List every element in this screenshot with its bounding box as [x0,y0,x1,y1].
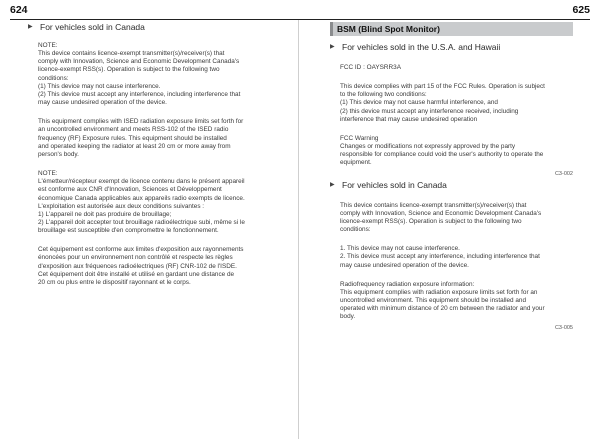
text-line: responsible for compliance could void the user's authority to operate the [340,151,544,159]
usa-heading: ▶ For vehicles sold in the U.S.A. and Hawaii [330,42,573,53]
page-number-right: 625 [572,4,590,16]
text-line: est conforme aux CNR d'Innovation, Sciences et Développement [38,186,222,194]
right-column [330,42,573,333]
text-line: operated with minimum distance of 20 cm between the radiator and your [340,305,545,313]
text-line: to the following two conditions: [340,91,427,99]
text-line: This device contains licence-exempt transmitter(s)/receiver(s) that [340,201,527,209]
fr-note-block [28,170,294,235]
ca-block [330,202,573,235]
text-line: conditions: [38,74,69,82]
text-line: (1) This device may not cause interference. [38,82,161,90]
text-line: may cause undesired operation of the device. [340,261,469,269]
text-line: body. [340,313,356,321]
fcc-block [330,83,573,124]
text-line: licence-exempt RSS(s). Operation is subject to the following two [38,66,220,74]
text-line: d'exposition aux fréquences radioélectriques (RF) CNR-102 de l'ISDE. [38,262,237,270]
text-line: and operated keeping the radiator at least 20 cm or more away from [38,142,231,150]
text-line: comply with Innovation, Science and Economic Development Canada's [38,58,240,66]
text-line: licence-exempt RSS(s). Operation is subject to the following two [340,217,522,225]
en-rf-block [28,118,294,159]
text-line: equipment. [340,159,372,167]
ca-conditions-block [330,245,573,269]
text-line: économique Canada applicables aux appareils radio exempts de licence. [38,194,245,202]
text-line: Radiofrequency radiation exposure information: [340,280,475,288]
text-line: an uncontrolled environment and meets RSS-102 of the ISED radio [38,126,229,134]
text-line: person's body. [38,150,79,158]
text-line: comply with Innovation, Science and Economic Development Canada's [340,209,542,217]
text-line: NOTE: [38,42,58,49]
text-line: (1) This device may not cause harmful interference, and [340,99,498,107]
text-line: 1. This device may not cause interference. [340,245,460,253]
text-line: NOTE: [38,170,58,178]
section-title: BSM (Blind Spot Monitor) [330,22,573,36]
text-line: L'exploitation est autorisée aux deux conditions suivantes : [38,202,205,210]
text-line: This device contains licence-exempt transmitter(s)/receiver(s) that [38,50,225,58]
left-column [28,22,294,287]
text-line: énoncées pour un environnement non contrôlé et respecte les règles [38,254,233,262]
rf-block [330,281,573,322]
en-note-block [28,42,294,107]
text-line: 2) L'appareil doit accepter tout brouillage radioélectrique subi, même si le [38,218,245,226]
text-line: This equipment complies with radiation exposure limits set forth for an [340,288,538,296]
text-line: brouillage est susceptible d'en compromettre le fonctionnement. [38,227,219,235]
text-line: (2) This device must accept any interference, including interference that [38,90,241,98]
text-line: interference that may cause undesired operation [340,115,478,123]
fr-rf-block [28,246,294,287]
text-line: Cet équipement est conforme aux limites d'exposition aux rayonnements [38,246,244,254]
text-line: This device complies with part 15 of the FCC Rules. Operation is subject [340,83,545,91]
text-line: This equipment complies with ISED radiation exposure limits set forth for [38,118,244,126]
text-line: 2. This device must accept any interference, including interference that [340,253,540,261]
fcc-warning-block [330,135,573,168]
text-line: Changes or modifications not expressly approved by the party [340,143,516,151]
text-line: 1) L'appareil ne doit pas produire de brouillage; [38,210,172,218]
text-line: conditions: [340,226,371,234]
page-header [10,3,590,20]
text-line: uncontrolled environment. This equipment should be installed and [340,296,527,304]
text-line: may cause undesired operation of the device. [38,99,167,107]
reference-code: C3-005 [554,325,573,332]
text-line: (2) this device must accept any interference received, including [340,107,519,115]
text-line: 20 cm ou plus entre le dispositif rayonnant et le corps. [38,278,191,286]
canada-heading-left: ▶ For vehicles sold in Canada [28,22,294,33]
fcc-id: FCC ID : OAYSRR3A [340,64,401,71]
text-line: Cet équipement doit être installé et utilisé en gardant une distance de [38,270,235,278]
text-line: L'émetteur/récepteur exempt de licence contenu dans le présent appareil [38,178,245,186]
page-number-left: 624 [10,4,28,16]
text-line: FCC Warning [340,134,379,142]
column-divider [298,20,299,439]
text-line: frequency (RF) Exposure rules. This equipment should be installed [38,134,227,142]
reference-code: C3-002 [554,170,573,177]
canada-heading-right: ▶ For vehicles sold in Canada [330,180,573,191]
